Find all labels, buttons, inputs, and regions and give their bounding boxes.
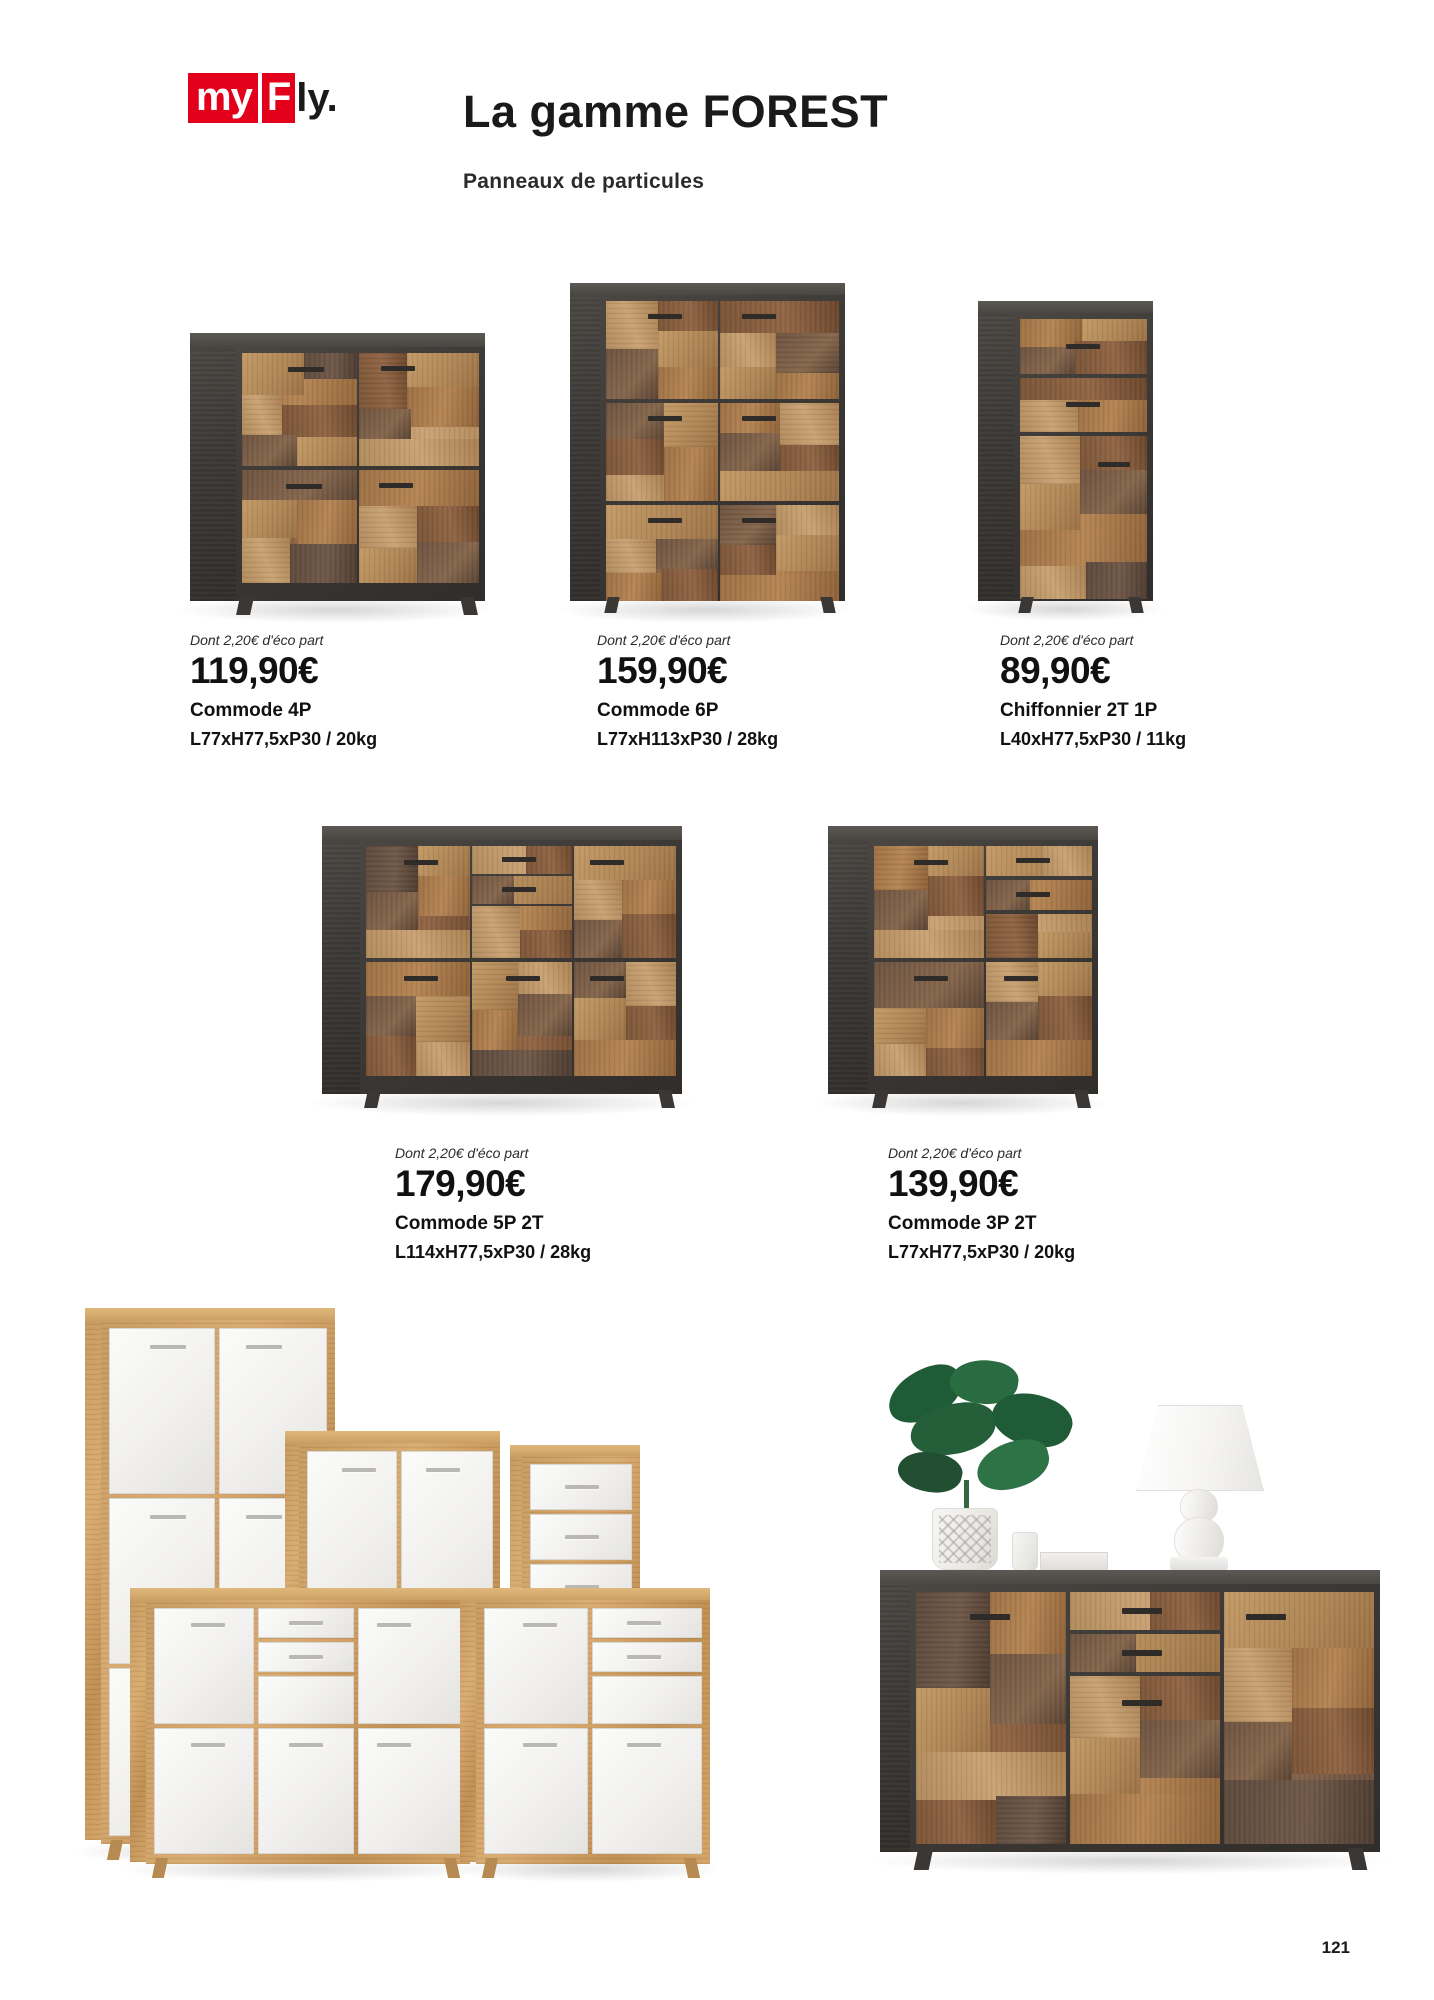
door-white — [154, 1608, 254, 1724]
logo-y-text: y. — [307, 76, 338, 120]
door-lower-right — [986, 962, 1092, 1076]
carcass-side — [570, 293, 604, 601]
door-handle — [742, 314, 776, 319]
door-handle — [648, 518, 682, 523]
door-handle — [377, 1743, 411, 1747]
drawer-top-right — [986, 846, 1092, 876]
commode-5p-2t-photo — [322, 818, 682, 1108]
door-row1-left — [606, 301, 718, 399]
panel-white — [592, 1676, 702, 1724]
door-handle — [404, 860, 438, 865]
table-lamp — [1130, 1405, 1270, 1580]
panel-white — [258, 1676, 354, 1724]
door-handle — [1098, 462, 1130, 467]
drawer-handle — [1122, 1650, 1162, 1656]
logo-my-text: my — [188, 73, 258, 123]
drawer-top — [1020, 319, 1147, 374]
lamp-shade — [1136, 1405, 1264, 1491]
product-price: 89,90€ — [1000, 650, 1111, 691]
drawer-second-right — [986, 880, 1092, 910]
drawer-second-middle — [1070, 1634, 1220, 1672]
door-handle — [191, 1743, 225, 1747]
leaf — [972, 1434, 1055, 1497]
product-card-commode-6p — [597, 632, 778, 750]
door-handle — [1122, 1700, 1162, 1706]
door-upper-right — [574, 846, 676, 958]
product-price: 179,90€ — [395, 1163, 526, 1204]
door-handle — [150, 1515, 186, 1519]
drawer-handle — [627, 1655, 661, 1659]
door-handle — [150, 1345, 186, 1349]
product-name: Commode 6P — [597, 700, 719, 721]
small-vase — [1012, 1532, 1038, 1572]
drawer-handle — [565, 1535, 599, 1539]
styled-reclaimed-sideboard-scene — [880, 1360, 1400, 1880]
product-card-chiffonnier-2t-1p — [1000, 632, 1186, 750]
drawer-white — [530, 1514, 632, 1560]
door-row3-right — [720, 505, 839, 601]
product-price: 139,90€ — [888, 1163, 1019, 1204]
door-white — [358, 1728, 462, 1854]
door-row2-right — [720, 403, 839, 501]
product-price: 159,90€ — [597, 650, 728, 691]
product-dimensions: L40xH77,5xP30 / 11kg — [1000, 729, 1187, 749]
product-name: Commode 3P 2T — [888, 1213, 1037, 1234]
drawer-handle — [289, 1655, 323, 1659]
door-handle — [288, 367, 324, 372]
carcass-side — [978, 311, 1018, 601]
eco-part-text: Dont 2,20€ d'éco part — [395, 1145, 529, 1161]
door-handle — [742, 518, 776, 523]
white-oak-furniture-group — [60, 1290, 880, 1890]
door-lower-right — [359, 470, 479, 583]
door-handle — [523, 1743, 557, 1747]
door-handle — [342, 1468, 376, 1472]
door-handle — [404, 976, 438, 981]
door-handle — [590, 976, 624, 981]
drawer-handle — [502, 857, 536, 862]
door-lower — [1020, 436, 1147, 599]
product-price: 119,90€ — [190, 650, 319, 691]
door-handle — [506, 976, 540, 981]
drawer-handle — [1016, 858, 1050, 863]
door-lower-left — [366, 962, 470, 1076]
page-number: 121 — [1321, 1938, 1350, 1957]
chiffonnier-2t-1p-photo — [978, 295, 1153, 615]
eco-part-text: Dont 2,20€ d'éco part — [888, 1145, 1022, 1161]
door-white — [154, 1728, 254, 1854]
door-handle — [970, 1614, 1010, 1620]
door-handle — [648, 416, 682, 421]
drawer-top-middle — [472, 846, 572, 874]
panel-upper-right — [986, 914, 1092, 958]
door-upper-left — [874, 846, 984, 958]
page-title: La gamme FOREST — [463, 86, 889, 137]
door-handle — [627, 1743, 661, 1747]
drawer-white — [258, 1608, 354, 1638]
monstera-plant — [880, 1360, 1110, 1570]
door-white — [358, 1608, 462, 1724]
door-middle — [1070, 1676, 1220, 1844]
drawer-handle — [1016, 892, 1050, 897]
white-commode-3p-2t — [460, 1580, 710, 1880]
door-handle — [246, 1345, 282, 1349]
door-handle — [914, 976, 948, 981]
page-header — [0, 0, 1434, 200]
door-handle — [381, 366, 415, 371]
door-lower-left — [874, 962, 984, 1076]
carcass-side — [828, 838, 872, 1094]
door-handle — [286, 484, 322, 489]
logo-l-text: l — [296, 76, 308, 120]
door-right — [1224, 1592, 1374, 1844]
drawer-white — [258, 1642, 354, 1672]
drawer-handle — [1122, 1608, 1162, 1614]
door-handle — [590, 860, 624, 865]
door-handle — [426, 1468, 460, 1472]
door-handle — [246, 1515, 282, 1519]
drawer-handle — [627, 1621, 661, 1625]
commode-3p-2t-photo — [828, 818, 1098, 1108]
drawer-handle — [1066, 344, 1100, 349]
door-lower-right — [574, 962, 676, 1076]
product-dimensions: L77xH113xP30 / 28kg — [597, 729, 779, 749]
door-handle — [742, 416, 776, 421]
drawer-top-middle — [1070, 1592, 1220, 1630]
door-left — [916, 1592, 1066, 1844]
door-handle — [1004, 976, 1038, 981]
drawer-second-middle — [472, 876, 572, 904]
commode-4p-photo — [190, 325, 485, 615]
commode-6p-photo — [570, 275, 845, 615]
door-white — [484, 1728, 588, 1854]
door-white — [592, 1728, 702, 1854]
product-dimensions: L114xH77,5xP30 / 28kg — [395, 1242, 592, 1262]
door-row2-left — [606, 403, 718, 501]
door-handle — [377, 1623, 411, 1627]
drawer-handle — [289, 1621, 323, 1625]
carcass-side — [322, 838, 364, 1094]
page-subtitle: Panneaux de particules — [463, 170, 705, 193]
drawer-white — [592, 1642, 702, 1672]
eco-part-text: Dont 2,20€ d'éco part — [597, 632, 731, 648]
product-dimensions: L77xH77,5xP30 / 20kg — [888, 1242, 1076, 1262]
door-handle — [379, 483, 413, 488]
door-upper-left — [242, 353, 357, 466]
drawer-white — [592, 1608, 702, 1638]
drawer-handle — [565, 1485, 599, 1489]
drawer-handle — [1066, 402, 1100, 407]
door-upper-right — [359, 353, 479, 466]
white-sideboard-5p-2t — [130, 1580, 470, 1880]
product-name: Commode 4P — [190, 700, 312, 721]
door-white — [484, 1608, 588, 1724]
logo-f-text: F — [262, 73, 295, 123]
drawer-white — [530, 1464, 632, 1510]
product-card-commode-3p-2t — [888, 1145, 1075, 1263]
door-handle — [289, 1743, 323, 1747]
door-row1-right — [720, 301, 839, 399]
carcass-side — [190, 343, 242, 601]
eco-part-text: Dont 2,20€ d'éco part — [190, 632, 324, 648]
product-dimensions: L77xH77,5xP30 / 20kg — [190, 729, 378, 749]
drawer-handle — [502, 887, 536, 892]
product-card-commode-5p-2t — [395, 1145, 591, 1263]
door-lower-left — [242, 470, 357, 583]
lamp-foot — [1170, 1557, 1228, 1571]
door-handle — [914, 860, 948, 865]
product-card-commode-4p — [190, 632, 377, 750]
myfly-logo — [188, 70, 378, 126]
door-white — [258, 1728, 354, 1854]
door-row3-left — [606, 505, 718, 601]
decor-tray — [1040, 1552, 1108, 1572]
reclaimed-sideboard — [880, 1570, 1380, 1870]
patterned-vase — [932, 1508, 998, 1570]
door-handle — [523, 1623, 557, 1627]
panel-middle — [472, 906, 572, 958]
product-name: Chiffonnier 2T 1P — [1000, 700, 1158, 721]
eco-part-text: Dont 2,20€ d'éco part — [1000, 632, 1134, 648]
door-handle — [1246, 1614, 1286, 1620]
door-upper-left — [366, 846, 470, 958]
door-lower-middle — [472, 962, 572, 1076]
product-name: Commode 5P 2T — [395, 1213, 544, 1234]
drawer-second — [1020, 378, 1147, 432]
door-white — [109, 1328, 215, 1494]
door-handle — [648, 314, 682, 319]
door-handle — [191, 1623, 225, 1627]
